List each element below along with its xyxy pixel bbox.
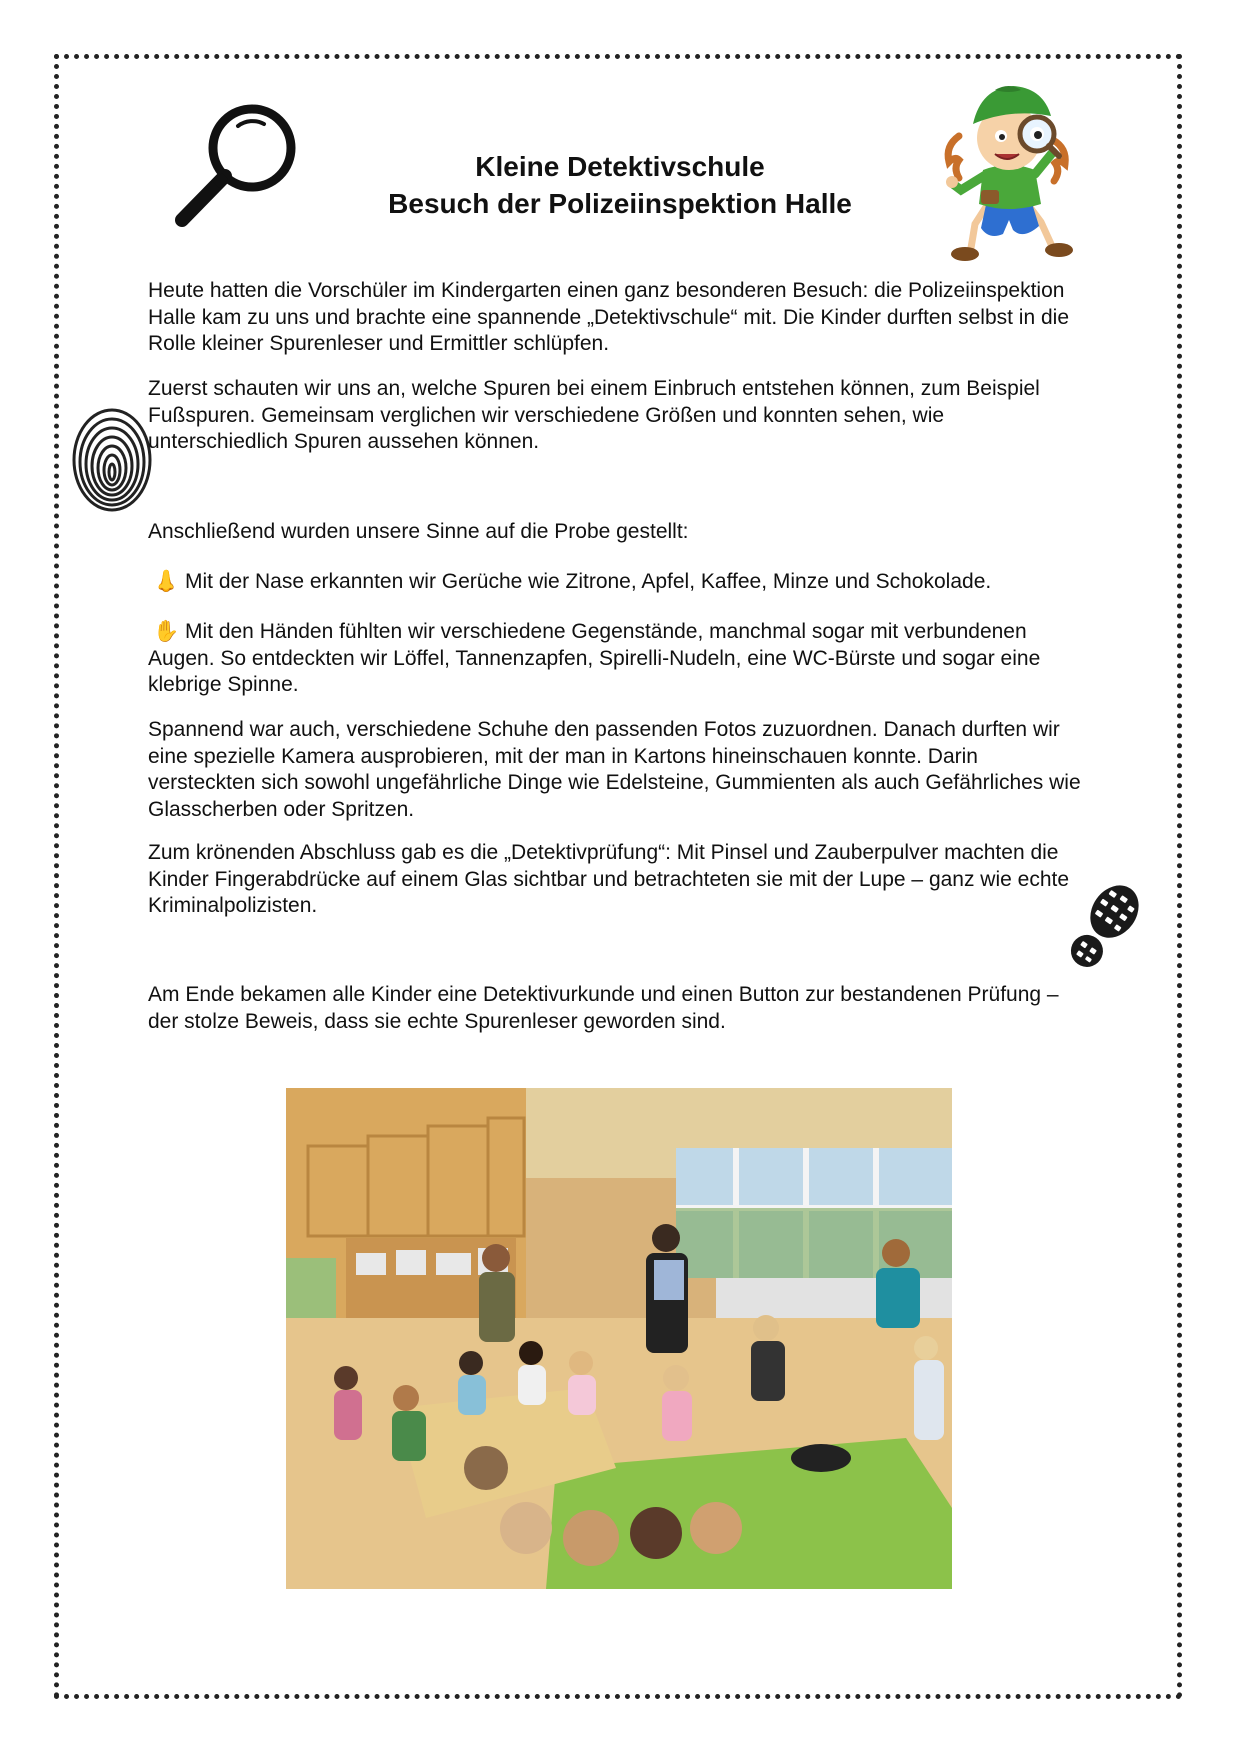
paragraph-senses: Anschließend wurden unsere Sinne auf die Probe gestellt: xyxy=(148,520,689,543)
paragraph-fingerprint-test: Zum krönenden Abschluss gab es die „Detektivprüfung“: Mit Pinsel und Zauberpulver machten die Kinder Fingerabdrücke auf einem Glas sichtbar und betrachteten sie mit der Lupe – ganz wie echte Kriminalpolizisten. xyxy=(148,841,1070,917)
paragraph-shoes-camera: Spannend war auch, verschiedene Schuhe den passenden Fotos zuzuordnen. Danach durften wir eine spezielle Kamera ausprobieren, mit der man in Kartons hineinschauen konnte. Darin versteckten sich sowohl ungefährliche Dinge wie Edelsteine, Gummienten als auch Gefährliches wie Glasscherben oder Spritzen. xyxy=(148,718,1081,821)
title-line-2: Besuch der Polizeiinspektion Halle xyxy=(388,188,852,219)
paragraph-touch-text: Mit den Händen fühlten wir verschiedene Gegenstände, manchmal sogar mit verbundenen Augen. So entdeckten wir Löffel, Tannenzapfen, Spirelli-Nudeln, eine WC-Bürste und sogar eine klebrige Spinne. xyxy=(148,620,1041,696)
magnifying-glass-icon xyxy=(168,96,308,236)
paragraph-smell xyxy=(148,569,1088,596)
page-title xyxy=(300,148,940,222)
paragraph-touch xyxy=(148,619,1088,699)
title-line-1: Kleine Detektivschule xyxy=(475,151,765,182)
paragraph-certificate: Am Ende bekamen alle Kinder eine Detektivurkunde und einen Button zur bestandenen Prüfung – der stolze Beweis, dass sie echte Spurenleser geworden sind. xyxy=(148,983,1059,1033)
paragraph-intro: Heute hatten die Vorschüler im Kindergarten einen ganz besonderen Besuch: die Polizeiinspektion Halle kam zu uns und brachte eine spannende „Detektivschule“ mit. Die Kinder durften selbst in die Rolle kleiner Spurenleser und Ermittler schlüpfen. xyxy=(148,279,1069,355)
detective-girl-illustration xyxy=(935,78,1085,278)
hand-icon: ✋ xyxy=(153,620,180,643)
nose-icon: 👃 xyxy=(153,570,180,593)
paragraph-smell-text: Mit der Nase erkannten wir Gerüche wie Zitrone, Apfel, Kaffee, Minze und Schokolade. xyxy=(185,570,992,593)
classroom-photo xyxy=(286,1088,952,1589)
paragraph-footprints: Zuerst schauten wir uns an, welche Spuren bei einem Einbruch entstehen können, zum Beispiel Fußspuren. Gemeinsam verglichen wir verschiedene Größen und konnten sehen, wie unterschiedlich Spuren aussehen können. xyxy=(148,377,1040,453)
